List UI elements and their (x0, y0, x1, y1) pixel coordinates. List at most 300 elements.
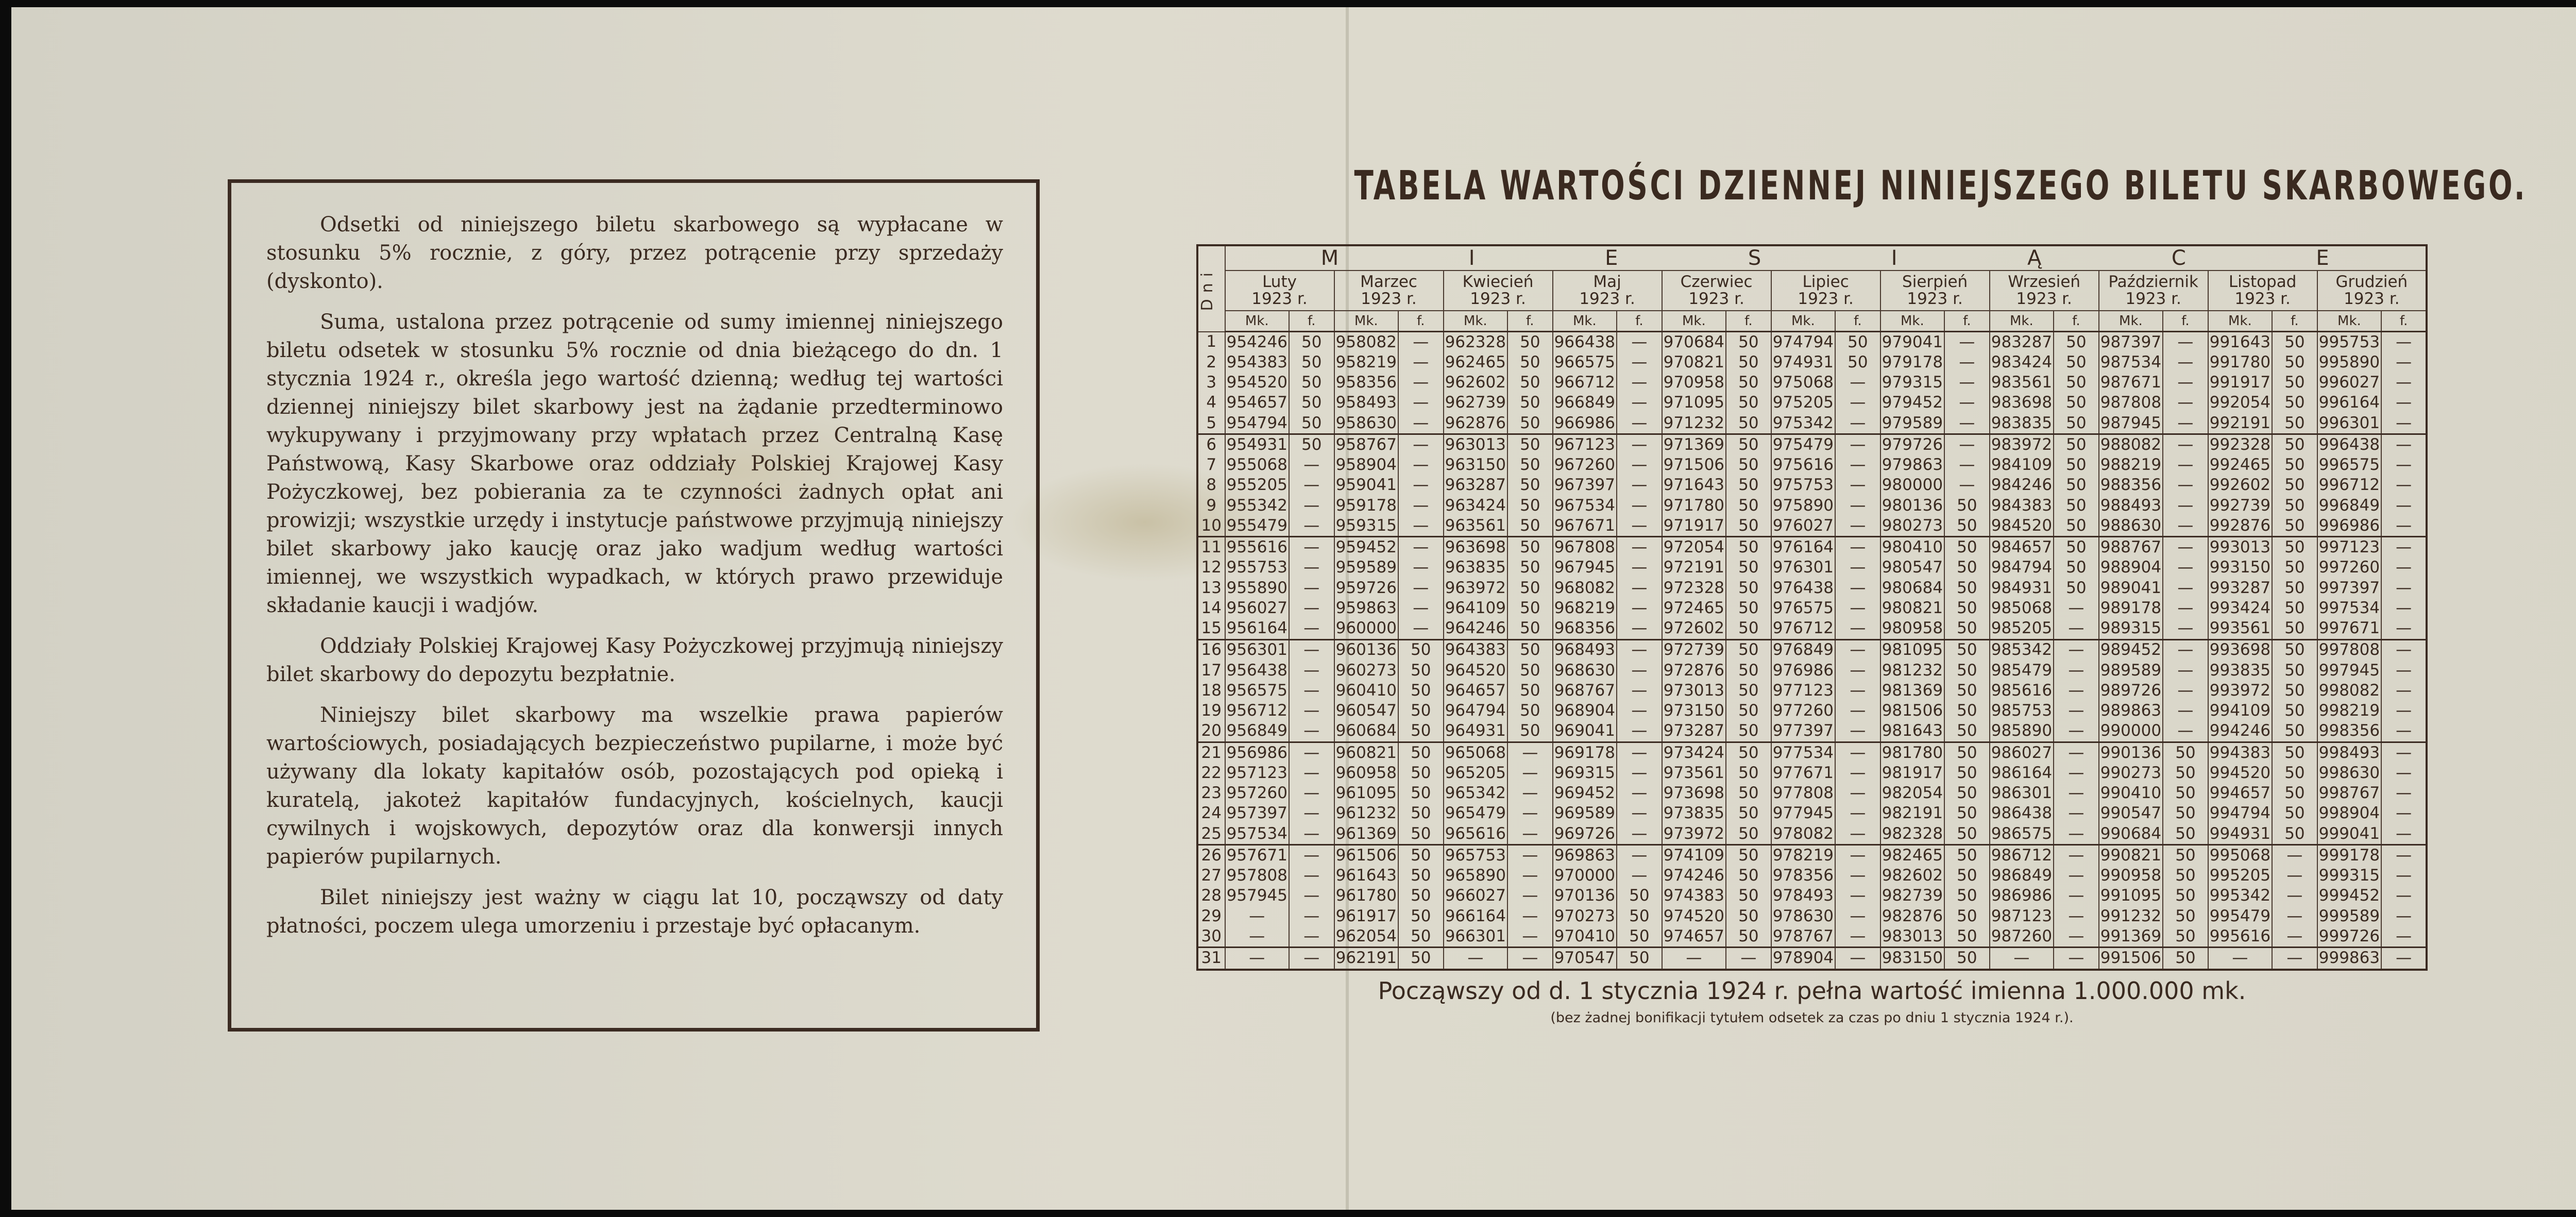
value-f: — (1289, 618, 1334, 639)
table-row (1197, 373, 2427, 393)
value-f: — (1398, 618, 1443, 639)
value-mk: 981917 (1880, 763, 1945, 783)
value-mk: — (1225, 906, 1290, 926)
value-mk: 954383 (1225, 352, 1290, 373)
value-mk: 989726 (2099, 681, 2163, 701)
value-mk: 986849 (1990, 866, 2054, 886)
value-mk: 955205 (1225, 476, 1290, 496)
value-mk: 967260 (1553, 455, 1617, 476)
value-f: 50 (1507, 393, 1552, 413)
value-mk: 958630 (1334, 413, 1399, 434)
value-mk: 977260 (1771, 701, 1836, 721)
table-row (1197, 783, 2427, 803)
day-number: 22 (1197, 763, 1225, 783)
value-mk: 976027 (1771, 516, 1836, 537)
value-mk: 959178 (1334, 496, 1399, 516)
value-mk: 978630 (1771, 906, 1836, 926)
value-f: — (1289, 721, 1334, 742)
value-mk: 967808 (1553, 537, 1617, 558)
value-f: 50 (2272, 537, 2317, 558)
value-f: — (1617, 845, 1662, 866)
value-mk: 972739 (1662, 639, 1726, 661)
value-mk: 975205 (1771, 393, 1836, 413)
value-f: 50 (1944, 948, 1989, 970)
value-f: — (2054, 701, 2098, 721)
value-f: — (1835, 845, 1880, 866)
value-f: — (1289, 476, 1334, 496)
value-mk: 981369 (1880, 681, 1945, 701)
value-mk: 990136 (2099, 742, 2163, 763)
table-row (1197, 352, 2427, 373)
value-mk: 995479 (2208, 906, 2273, 926)
terms-text-box (228, 179, 1040, 1032)
day-number: 24 (1197, 804, 1225, 824)
value-mk: 996438 (2317, 434, 2382, 455)
value-mk: 954246 (1225, 332, 1290, 353)
value-mk: 961506 (1334, 845, 1399, 866)
value-mk: 980136 (1880, 496, 1945, 516)
value-mk: 955068 (1225, 455, 1290, 476)
value-mk: 999726 (2317, 926, 2382, 948)
table-row (1197, 496, 2427, 516)
value-mk: 971643 (1662, 476, 1726, 496)
value-mk: 956027 (1225, 598, 1290, 618)
value-f: — (1617, 661, 1662, 681)
value-mk: 999589 (2317, 906, 2382, 926)
value-mk: 991643 (2208, 332, 2273, 353)
value-mk: 982465 (1880, 845, 1945, 866)
terms-paragraph-1: Odsetki od niniejszego biletu skarbowego są wypłacane w stosunku 5% rocznie, z góry, przez potrącenie przy sprzedaży (dyskonto). (266, 213, 1003, 293)
value-mk: 975890 (1771, 496, 1836, 516)
value-mk: 969178 (1553, 742, 1617, 763)
value-mk: 956575 (1225, 681, 1290, 701)
value-mk: 964931 (1444, 721, 1508, 742)
value-mk: 979863 (1880, 455, 1945, 476)
value-mk: 989315 (2099, 618, 2163, 639)
value-mk: 998219 (2317, 701, 2382, 721)
value-mk: 957534 (1225, 824, 1290, 845)
value-mk: 969041 (1553, 721, 1617, 742)
value-f: 50 (1507, 618, 1552, 639)
value-f: 50 (1726, 373, 1771, 393)
value-f: — (2381, 783, 2427, 803)
value-mk: 994794 (2208, 804, 2273, 824)
value-mk: 983150 (1880, 948, 1945, 970)
value-f: 50 (2272, 618, 2317, 639)
value-f: — (2381, 413, 2427, 434)
unit-mk-header: Mk. (1444, 311, 1508, 332)
value-mk: 966027 (1444, 886, 1508, 906)
value-f: — (2054, 804, 2098, 824)
value-f: — (1726, 948, 1771, 970)
value-f: 50 (2054, 413, 2098, 434)
day-number: 21 (1197, 742, 1225, 763)
value-f: 50 (1726, 661, 1771, 681)
value-mk: 993013 (2208, 537, 2273, 558)
day-number: 14 (1197, 598, 1225, 618)
day-number: 16 (1197, 639, 1225, 661)
value-f: 50 (1726, 681, 1771, 701)
value-mk: 971506 (1662, 455, 1726, 476)
value-mk: 963698 (1444, 537, 1508, 558)
unit-f-header: f. (2054, 311, 2098, 332)
value-f: 50 (1726, 886, 1771, 906)
value-mk: 987397 (2099, 332, 2163, 353)
value-mk: 979041 (1880, 332, 1945, 353)
unit-mk-header: Mk. (1225, 311, 1290, 332)
month-header (1662, 271, 1771, 311)
value-f: 50 (1944, 661, 1989, 681)
value-f: 50 (1944, 783, 1989, 803)
value-f: — (1944, 373, 1989, 393)
value-mk: 993698 (2208, 639, 2273, 661)
value-mk: 984246 (1990, 476, 2054, 496)
value-f: 50 (2054, 455, 2098, 476)
value-f: 50 (1726, 639, 1771, 661)
value-mk: 963561 (1444, 516, 1508, 537)
value-mk: 998082 (2317, 681, 2382, 701)
value-f: 50 (2272, 661, 2317, 681)
value-f: — (1289, 496, 1334, 516)
value-f: — (2381, 701, 2427, 721)
value-mk: 965753 (1444, 845, 1508, 866)
value-f: — (1289, 948, 1334, 970)
value-mk: 984657 (1990, 537, 2054, 558)
table-row (1197, 804, 2427, 824)
value-f: — (1507, 948, 1552, 970)
value-f: 50 (2272, 804, 2317, 824)
value-mk: 969589 (1553, 804, 1617, 824)
value-f: 50 (1398, 804, 1443, 824)
value-mk: 954657 (1225, 393, 1290, 413)
value-mk: 967123 (1553, 434, 1617, 455)
month-year: 1923 r. (1907, 290, 1963, 308)
value-f: 50 (2054, 373, 2098, 393)
table-row (1197, 886, 2427, 906)
value-mk: 994657 (2208, 783, 2273, 803)
months-header-letter: I (1468, 246, 1476, 270)
value-f: — (1289, 906, 1334, 926)
value-f: — (1398, 455, 1443, 476)
value-f: — (1835, 639, 1880, 661)
value-mk: 987534 (2099, 352, 2163, 373)
value-f: — (1398, 558, 1443, 578)
value-f: 50 (2163, 783, 2208, 803)
month-year: 1923 r. (1361, 290, 1417, 308)
value-mk: 959863 (1334, 598, 1399, 618)
value-f: — (2381, 926, 2427, 948)
month-header (1225, 271, 1334, 311)
value-mk: 957397 (1225, 804, 1290, 824)
unit-f-header: f. (1944, 311, 1989, 332)
value-f: — (1617, 332, 1662, 353)
value-mk: 964246 (1444, 618, 1508, 639)
value-mk: 993424 (2208, 598, 2273, 618)
value-mk: 958767 (1334, 434, 1399, 455)
value-mk: 963972 (1444, 578, 1508, 598)
terms-paragraph-4: Niniejszy bilet skarbowy ma wszelkie prawa papierów wartościowych, posiadających bezpieczeństwo pupilarne, i może być używany dla lokaty kapitałów osób, pozostających pod opieką i kuratelą, jakoteż kapitałów fundacyjnych, kościelnych, kaucji cywilnych i wojskowych, depozytów oraz dla konwersji innych papierów pupilarnych. (266, 703, 1003, 869)
value-mk: 982328 (1880, 824, 1945, 845)
value-mk: 972054 (1662, 537, 1726, 558)
value-f: — (1398, 496, 1443, 516)
value-mk: 961369 (1334, 824, 1399, 845)
months-header-letter: M (1320, 246, 1340, 270)
value-mk: 961095 (1334, 783, 1399, 803)
value-f: — (2381, 537, 2427, 558)
value-mk: 967397 (1553, 476, 1617, 496)
value-mk: 957945 (1225, 886, 1290, 906)
table-row (1197, 413, 2427, 434)
value-mk: 981643 (1880, 721, 1945, 742)
value-mk: 978356 (1771, 866, 1836, 886)
value-f: — (1617, 558, 1662, 578)
value-f: 50 (1398, 783, 1443, 803)
value-mk: 968630 (1553, 661, 1617, 681)
value-f: — (1398, 516, 1443, 537)
value-f: — (2054, 948, 2098, 970)
value-mk: 978904 (1771, 948, 1836, 970)
value-mk: — (2208, 948, 2273, 970)
day-number: 17 (1197, 661, 1225, 681)
value-f: 50 (2272, 332, 2317, 353)
value-mk: 971780 (1662, 496, 1726, 516)
value-mk: 982054 (1880, 783, 1945, 803)
value-f: 50 (1726, 824, 1771, 845)
value-f: 50 (1726, 742, 1771, 763)
value-mk: 974520 (1662, 906, 1726, 926)
value-f: 50 (1398, 845, 1443, 866)
terms-paragraph-3: Oddziały Polskiej Krajowej Kasy Pożyczkowej przyjmują niniejszy bilet skarbowy do depozytu bezpłatnie. (266, 634, 1003, 686)
value-f: — (1835, 763, 1880, 783)
month-year: 1923 r. (2344, 290, 2400, 308)
value-f: — (1289, 681, 1334, 701)
value-f: — (1617, 496, 1662, 516)
value-f: 50 (1726, 434, 1771, 455)
value-mk: 992602 (2208, 476, 2273, 496)
day-number: 25 (1197, 824, 1225, 845)
value-mk: 959589 (1334, 558, 1399, 578)
value-f: 50 (1507, 413, 1552, 434)
value-f: 50 (1726, 455, 1771, 476)
value-f: — (1835, 558, 1880, 578)
value-f: 50 (1398, 866, 1443, 886)
value-f: 50 (2163, 845, 2208, 866)
value-f: 50 (1398, 763, 1443, 783)
value-f: 50 (1289, 434, 1334, 455)
value-mk: 977534 (1771, 742, 1836, 763)
value-f: — (1289, 763, 1334, 783)
value-f: — (2054, 783, 2098, 803)
value-f: 50 (2272, 742, 2317, 763)
value-f: 50 (1726, 578, 1771, 598)
value-f: 50 (1617, 948, 1662, 970)
value-mk: 986027 (1990, 742, 2054, 763)
value-f: — (2381, 393, 2427, 413)
day-number: 15 (1197, 618, 1225, 639)
value-mk: 970000 (1553, 866, 1617, 886)
value-mk: 959452 (1334, 537, 1399, 558)
value-mk: 973698 (1662, 783, 1726, 803)
value-f: — (2381, 558, 2427, 578)
value-f: — (1617, 701, 1662, 721)
table-row (1197, 906, 2427, 926)
value-mk: 995342 (2208, 886, 2273, 906)
value-f: 50 (1289, 413, 1334, 434)
value-f: — (2381, 742, 2427, 763)
value-mk: 999452 (2317, 886, 2382, 906)
unit-mk-header: Mk. (2099, 311, 2163, 332)
value-f: 50 (1944, 845, 1989, 866)
value-mk: 987123 (1990, 906, 2054, 926)
value-f: 50 (2054, 434, 2098, 455)
value-f: — (2381, 804, 2427, 824)
value-f: — (1617, 413, 1662, 434)
value-f: — (2163, 598, 2208, 618)
value-mk: 961643 (1334, 866, 1399, 886)
value-f: 50 (1726, 783, 1771, 803)
terms-paragraph-2: Suma, ustalona przez potrącenie od sumy imiennej niniejszego biletu odsetek w stosunku 5% rocznie od dnia bieżącego do dn. 1 stycznia 1924 r., określa jego wartość dzienną; według tej wartości dziennej niniejszy bilet skarbowy jest na żądanie przedterminowo wykupywany i przyjmowany przy wpłatach przez Centralną Kasę Państwową, Kasy Skarbowe oraz oddziały Polskiej Krajowej Kasy Pożyczkowej, bez pobierania za te czynności żadnych opłat ani prowizji; wszystkie urzędy i instytucje państwowe przyjmują niniejszy bilet skarbowy jako kaucję oraz jako wadjum według wartości imiennej, we wszystkich wypadkach, w których prawo przewiduje składanie kaucji i wadjów. (266, 310, 1003, 617)
value-f: 50 (1726, 926, 1771, 948)
table-row (1197, 537, 2427, 558)
value-f: 50 (1726, 393, 1771, 413)
value-mk: 984383 (1990, 496, 2054, 516)
value-f: 50 (1944, 742, 1989, 763)
value-mk: 992191 (2208, 413, 2273, 434)
value-mk: 968082 (1553, 578, 1617, 598)
value-mk: 983835 (1990, 413, 2054, 434)
value-f: — (2381, 516, 2427, 537)
value-mk: 957260 (1225, 783, 1290, 803)
value-f: 50 (1944, 496, 1989, 516)
value-f: 50 (1726, 496, 1771, 516)
value-f: 50 (1944, 681, 1989, 701)
value-f: — (2054, 824, 2098, 845)
value-f: 50 (1398, 926, 1443, 948)
value-mk: 976575 (1771, 598, 1836, 618)
table-row (1197, 742, 2427, 763)
table-title: TABELA WARTOŚCI DZIENNEJ NINIEJSZEGO BILETU SKARBOWEGO. (1354, 163, 2528, 209)
value-mk: 982739 (1880, 886, 1945, 906)
month-header (1880, 271, 1990, 311)
value-mk: 963835 (1444, 558, 1508, 578)
month-name: Kwiecień (1462, 273, 1534, 291)
value-mk: 986438 (1990, 804, 2054, 824)
months-header-letter: I (1891, 246, 1899, 270)
value-f: 50 (1398, 886, 1443, 906)
value-f: — (1289, 866, 1334, 886)
value-f: — (2163, 332, 2208, 353)
value-mk: 971369 (1662, 434, 1726, 455)
value-f: 50 (1398, 824, 1443, 845)
value-mk: 955616 (1225, 537, 1290, 558)
value-f: 50 (2272, 476, 2317, 496)
value-f: — (1617, 866, 1662, 886)
value-f: — (1835, 455, 1880, 476)
value-f: — (1507, 804, 1552, 824)
value-mk: 980958 (1880, 618, 1945, 639)
value-f: — (2163, 639, 2208, 661)
day-number: 6 (1197, 434, 1225, 455)
value-mk: 958082 (1334, 332, 1399, 353)
month-header (2099, 271, 2208, 311)
value-f: 50 (1398, 681, 1443, 701)
value-mk: 973150 (1662, 701, 1726, 721)
value-mk: 993972 (2208, 681, 2273, 701)
value-f: — (1617, 352, 1662, 373)
value-mk: 985753 (1990, 701, 2054, 721)
value-mk: 988493 (2099, 496, 2163, 516)
months-header-letter: C (2171, 246, 2187, 270)
table-row (1197, 455, 2427, 476)
value-f: 50 (1507, 496, 1552, 516)
value-f: — (1507, 886, 1552, 906)
value-f: — (1617, 434, 1662, 455)
value-f: — (1289, 783, 1334, 803)
value-mk: 973013 (1662, 681, 1726, 701)
value-f: — (2163, 578, 2208, 598)
value-f: 50 (2272, 701, 2317, 721)
value-mk: 964520 (1444, 661, 1508, 681)
value-mk: 977671 (1771, 763, 1836, 783)
value-f: 50 (1507, 661, 1552, 681)
value-f: — (1944, 332, 1989, 353)
unit-mk-header: Mk. (2317, 311, 2382, 332)
value-mk: 963013 (1444, 434, 1508, 455)
value-f: — (1835, 742, 1880, 763)
value-mk: 976986 (1771, 661, 1836, 681)
value-f: — (2381, 763, 2427, 783)
value-f: 50 (1507, 434, 1552, 455)
value-mk: 979452 (1880, 393, 1945, 413)
value-mk: 957808 (1225, 866, 1290, 886)
value-f: 50 (2272, 516, 2317, 537)
value-mk: 972465 (1662, 598, 1726, 618)
value-f: 50 (1507, 352, 1552, 373)
value-mk: 997123 (2317, 537, 2382, 558)
value-mk: 963150 (1444, 455, 1508, 476)
value-mk: 975342 (1771, 413, 1836, 434)
value-f: — (1289, 804, 1334, 824)
value-f: 50 (1944, 578, 1989, 598)
value-f: 50 (1398, 661, 1443, 681)
value-f: — (2381, 352, 2427, 373)
value-mk: 980684 (1880, 578, 1945, 598)
value-f: — (2272, 926, 2317, 948)
day-number: 4 (1197, 393, 1225, 413)
value-f: 50 (1944, 537, 1989, 558)
value-f: 50 (1944, 906, 1989, 926)
value-mk: 987260 (1990, 926, 2054, 948)
value-mk: 968356 (1553, 618, 1617, 639)
day-number: 18 (1197, 681, 1225, 701)
value-f: — (2272, 886, 2317, 906)
value-mk: 998356 (2317, 721, 2382, 742)
value-f: — (1289, 598, 1334, 618)
value-f: — (2163, 496, 2208, 516)
value-mk: 983561 (1990, 373, 2054, 393)
table-row (1197, 948, 2427, 970)
unit-f-header: f. (1289, 311, 1334, 332)
value-f: 50 (1944, 558, 1989, 578)
value-mk: 966438 (1553, 332, 1617, 353)
value-f: 50 (1944, 866, 1989, 886)
value-mk: 995068 (2208, 845, 2273, 866)
day-number: 11 (1197, 537, 1225, 558)
value-mk: 977123 (1771, 681, 1836, 701)
value-f: 50 (2272, 496, 2317, 516)
month-year: 1923 r. (1470, 290, 1526, 308)
value-mk: 982876 (1880, 906, 1945, 926)
